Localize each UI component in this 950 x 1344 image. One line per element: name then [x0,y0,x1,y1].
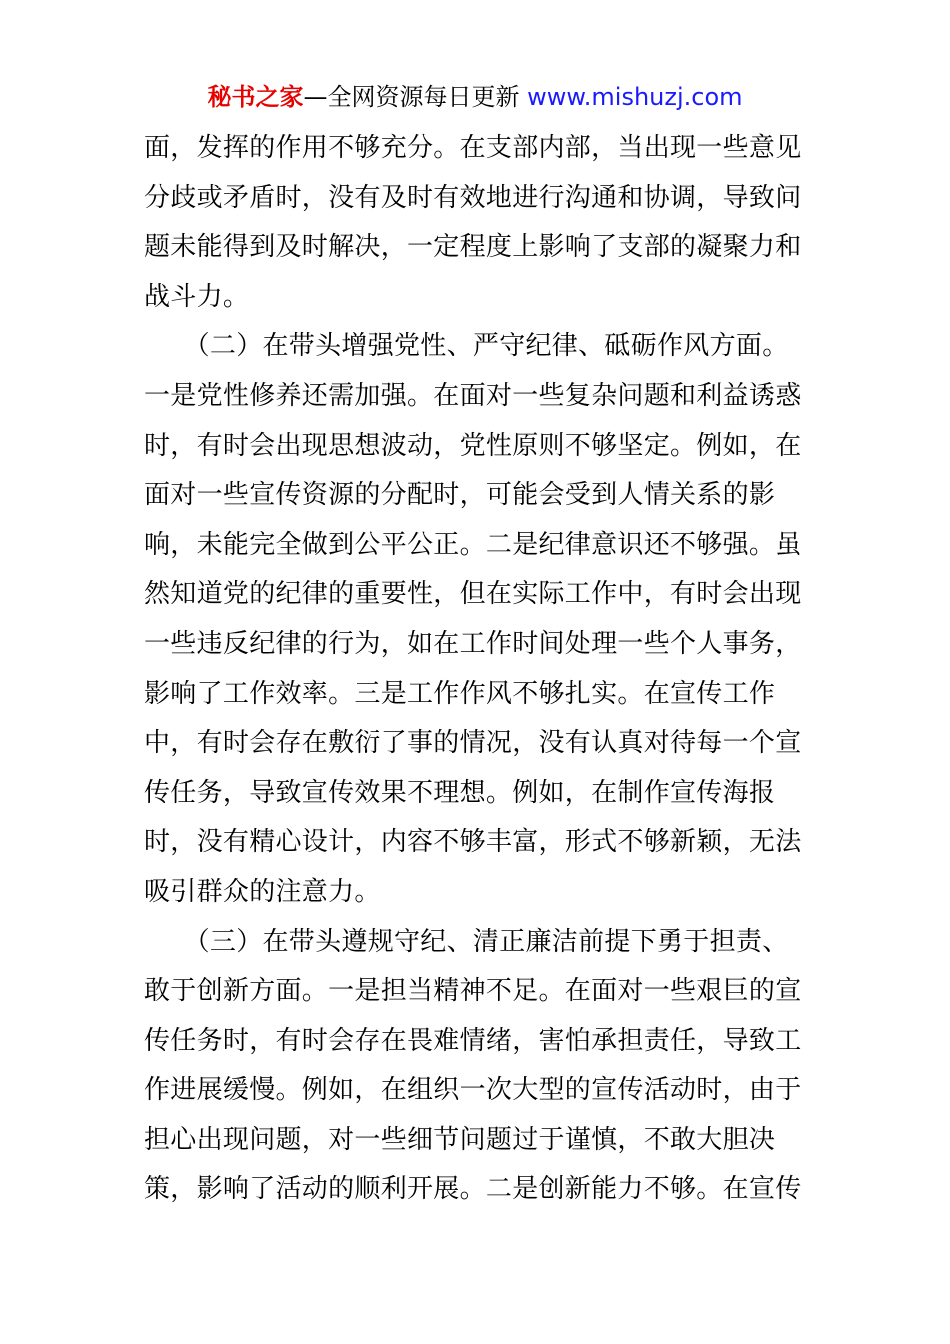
text-line: 时，有时会出现思想波动，党性原则不够坚定。例如，在 [144,430,802,461]
section-heading-line: （二）在带头增强党性、严守纪律、砥砺作风方面。 [144,331,789,362]
text-line: 中，有时会存在敷衍了事的情况，没有认真对待每一个宣 [144,728,802,759]
header-tagline: —全网资源每日更新 [303,83,528,111]
text-line: 吸引群众的注意力。 [144,876,381,907]
text-line: 分歧或矛盾时，没有及时有效地进行沟通和协调，导致问 [144,182,802,213]
text-line: 策，影响了活动的顺利开展。二是创新能力不够。在宣传 [144,1174,802,1205]
brand-name: 秘书之家 [207,83,304,111]
text-line: 作进展缓慢。例如，在组织一次大型的宣传活动时，由于 [144,1075,802,1106]
text-line: 担心出现问题，对一些细节问题过于谨慎，不敢大胆决 [144,1124,776,1155]
text-line: 一是党性修养还需加强。在面对一些复杂问题和利益诱惑 [144,380,802,411]
text-line: 传任务时，有时会存在畏难情绪，害怕承担责任，导致工 [144,1025,802,1056]
text-line: 战斗力。 [144,281,250,312]
text-line: 时，没有精心设计，内容不够丰富，形式不够新颖，无法 [144,827,802,858]
website-url[interactable]: www.mishuzj.com [527,83,743,111]
text-line: 传任务，导致宣传效果不理想。例如，在制作宣传海报 [144,777,776,808]
text-line: 面对一些宣传资源的分配时，可能会受到人情关系的影 [144,480,776,511]
text-line: 然知道党的纪律的重要性，但在实际工作中，有时会出现 [144,579,802,610]
text-line: 题未能得到及时解决，一定程度上影响了支部的凝聚力和 [144,232,802,263]
text-line: 影响了工作效率。三是工作作风不够扎实。在宣传工作 [144,678,776,709]
text-line: 一些违反纪律的行为，如在工作时间处理一些个人事务， [144,628,802,659]
document-body [144,124,806,1215]
text-line: 响，未能完全做到公平公正。二是纪律意识还不够强。虽 [144,529,802,560]
text-line: 面，发挥的作用不够充分。在支部内部，当出现一些意见 [144,133,802,163]
section-heading-line: （三）在带头遵规守纪、清正廉洁前提下勇于担责、 [144,926,789,957]
page-header [0,80,950,114]
text-line: 敢于创新方面。一是担当精神不足。在面对一些艰巨的宣 [144,976,802,1007]
